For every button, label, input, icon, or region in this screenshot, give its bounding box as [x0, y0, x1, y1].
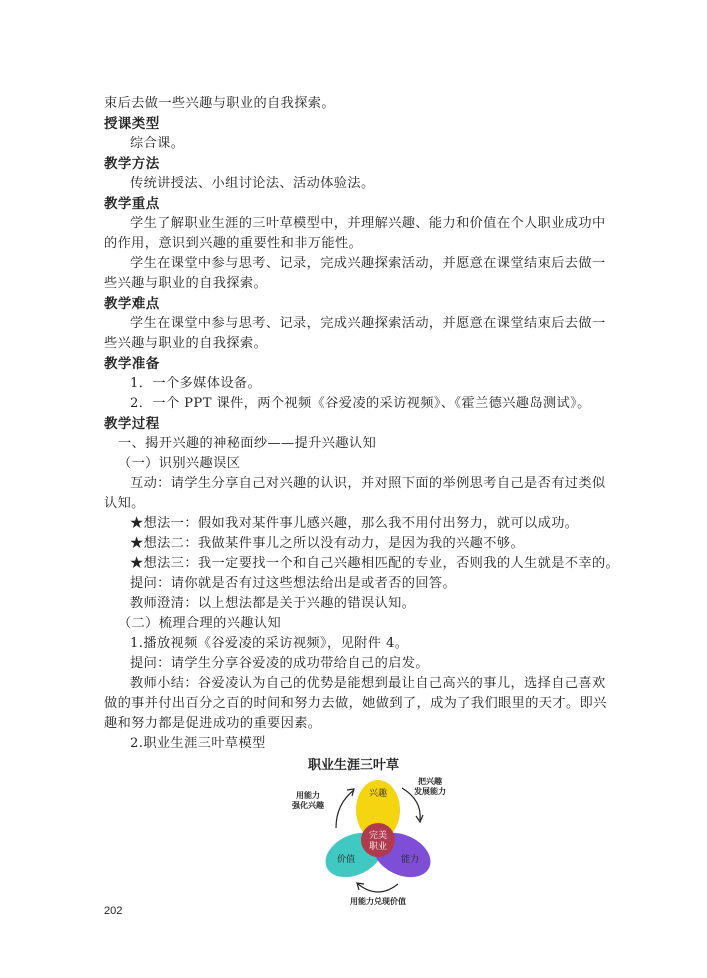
center-label-line1: 完美	[368, 831, 388, 841]
text-line: 一、揭开兴趣的神秘面纱——提升兴趣认知	[118, 436, 377, 451]
text-line: （二）梳理合理的兴趣认知	[118, 616, 282, 631]
arrow-label-line2: 发展能力	[414, 787, 446, 796]
text-line: 些兴趣与职业的自我探索。	[104, 336, 268, 351]
arrow-label-line1: 用能力	[296, 791, 320, 800]
section-heading: 教学过程	[104, 416, 160, 432]
arrow-label-bottom: 用能力兑现价值	[350, 897, 406, 906]
text-line: 些兴趣与职业的自我探索。	[104, 276, 268, 291]
section-heading: 教学准备	[104, 356, 160, 372]
leaf-label-interest: 兴趣	[368, 789, 388, 799]
text-line: 做的事并付出百分之百的时间和努力去做，她做到了，成为了我们眼里的天才。即兴	[104, 696, 607, 711]
list-item: 2．一个 PPT 课件，两个视频《谷爱凌的采访视频》、《霍兰德兴趣岛测试》。	[130, 396, 591, 411]
text-line: 提问：请学生分享谷爱凌的成功带给自己的启发。	[130, 656, 429, 671]
text-line: 教师澄清：以上想法都是关于兴趣的错误认知。	[130, 596, 416, 611]
text-line: ★想法三：我一定要找一个和自己兴趣相匹配的专业，否则我的人生就是不幸的。	[130, 556, 620, 571]
section-heading: 教学难点	[104, 296, 160, 312]
text-line: 2.职业生涯三叶草模型	[130, 736, 266, 751]
text-line: （一）识别兴趣误区	[118, 456, 241, 471]
section-heading: 教学方法	[104, 156, 160, 172]
figure-title: 职业生涯三叶草	[307, 758, 399, 773]
text-line: ★想法二：我做某件事儿之所以没有动力，是因为我的兴趣不够。	[130, 536, 525, 551]
section-heading: 授课类型	[104, 116, 160, 132]
text-line: 互动：请学生分享自己对兴趣的认识，并对照下面的举例思考自己是否有过类似	[130, 476, 606, 491]
text-line: 综合课。	[130, 136, 185, 151]
text-line: 趣和努力都是促进成功的重要因素。	[104, 716, 322, 731]
text-line: 学生在课堂中参与思考、记录，完成兴趣探索活动，并愿意在课堂结束后去做一	[130, 256, 606, 271]
arrow-value-to-interest	[336, 790, 354, 828]
text-line: 提问：请你就是否有过这些想法给出是或者否的回答。	[130, 576, 457, 591]
page-number: 202	[104, 905, 123, 917]
text-line: 传统讲授法、小组讨论法、活动体验法。	[130, 176, 375, 191]
arrow-label-line1: 把兴趣	[418, 777, 442, 786]
center-label-line2: 职业	[368, 842, 388, 852]
text-line: 的作用，意识到兴趣的重要性和非万能性。	[104, 236, 363, 251]
section-heading: 教学重点	[104, 196, 160, 212]
arrow-ability-to-value	[358, 884, 398, 892]
three-leaf-clover-diagram	[280, 776, 480, 906]
text-line: ★想法一：假如我对某件事儿感兴趣，那么我不用付出努力，就可以成功。	[130, 516, 579, 531]
arrowhead-icon	[416, 815, 423, 822]
text-line: 认知。	[104, 496, 145, 511]
text-line: 束后去做一些兴趣与职业的自我探索。	[104, 96, 335, 111]
text-line: 学生在课堂中参与思考、记录，完成兴趣探索活动，并愿意在课堂结束后去做一	[130, 316, 606, 331]
text-line: 1.播放视频《谷爱凌的采访视频》，见附件 4。	[130, 636, 409, 651]
arrow-label-line2: 强化兴趣	[292, 801, 324, 810]
list-item: 1．一个多媒体设备。	[130, 376, 262, 391]
leaf-label-ability: 能力	[400, 855, 420, 865]
text-line: 学生了解职业生涯的三叶草模型中，并理解兴趣、能力和价值在个人职业成功中	[130, 216, 606, 231]
text-line: 教师小结：谷爱凌认为自己的优势是能想到最让自己高兴的事儿，选择自己喜欢	[130, 676, 606, 691]
leaf-label-value: 价值	[336, 855, 356, 865]
